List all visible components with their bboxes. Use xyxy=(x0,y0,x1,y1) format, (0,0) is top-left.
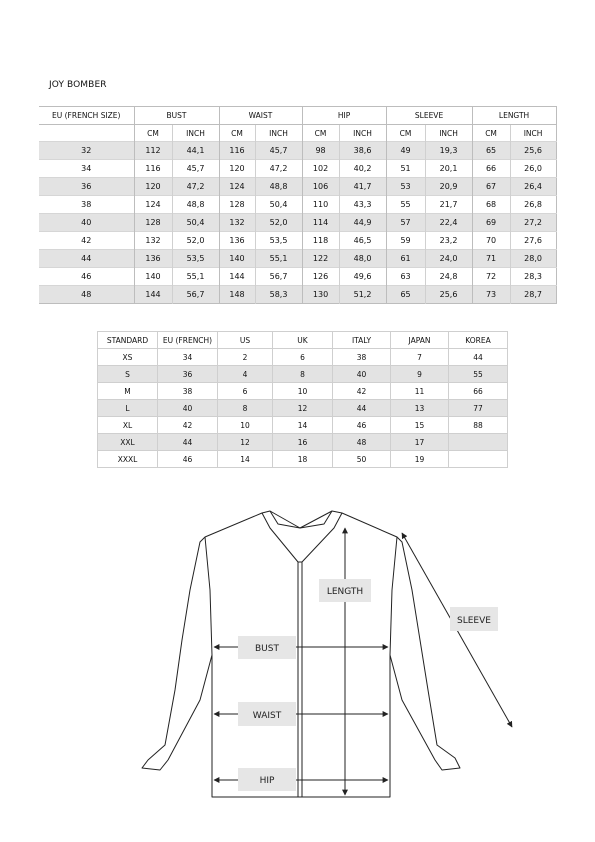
measurement-cell: 122 xyxy=(302,250,339,268)
measurement-cell: 53 xyxy=(386,178,425,196)
measurement-cell: 28,0 xyxy=(510,250,556,268)
table-row xyxy=(39,268,556,286)
measurement-cell: 65 xyxy=(472,142,510,160)
measurement-cell: 61 xyxy=(386,250,425,268)
conversion-cell xyxy=(449,451,508,468)
measurement-cell: 144 xyxy=(134,286,172,304)
conversion-cell: 4 xyxy=(218,366,273,383)
measurement-cell: 59 xyxy=(386,232,425,250)
column-header: EU (FRENCH) xyxy=(158,332,218,349)
measurement-cell: 124 xyxy=(134,196,172,214)
measurement-cell: 22,4 xyxy=(425,214,472,232)
conversion-cell: 12 xyxy=(218,434,273,451)
conversion-cell: 55 xyxy=(449,366,508,383)
standard-size-cell: S xyxy=(98,366,158,383)
table-row xyxy=(98,451,508,468)
measurement-cell: 25,6 xyxy=(425,286,472,304)
measurement-cell: 55,1 xyxy=(255,250,302,268)
size-cell: 42 xyxy=(39,232,134,250)
product-title: JOY BOMBER xyxy=(49,80,107,90)
waist-label: WAIST xyxy=(252,711,282,721)
group-header-hip: HIP xyxy=(302,107,386,125)
conversion-cell: 12 xyxy=(273,400,333,417)
measurement-cell: 71 xyxy=(472,250,510,268)
measurement-cell: 49 xyxy=(386,142,425,160)
conversion-cell: 48 xyxy=(333,434,391,451)
conversion-cell: 38 xyxy=(158,383,218,400)
measurement-cell: 58,3 xyxy=(255,286,302,304)
table-row xyxy=(98,400,508,417)
measurement-cell: 106 xyxy=(302,178,339,196)
measurement-cell: 118 xyxy=(302,232,339,250)
unit-header-inch: INCH xyxy=(510,125,556,142)
conversion-cell: 19 xyxy=(391,451,449,468)
conversion-cell: 14 xyxy=(218,451,273,468)
measurement-cell: 46,5 xyxy=(339,232,386,250)
unit-header-inch: INCH xyxy=(339,125,386,142)
table-row xyxy=(39,196,556,214)
conversion-cell: 18 xyxy=(273,451,333,468)
measurement-cell: 56,7 xyxy=(255,268,302,286)
conversion-cell: 77 xyxy=(449,400,508,417)
measurement-cell: 124 xyxy=(219,178,255,196)
measurement-cell: 69 xyxy=(472,214,510,232)
conversion-cell: 36 xyxy=(158,366,218,383)
measurement-cell: 112 xyxy=(134,142,172,160)
group-header-bust: BUST xyxy=(134,107,219,125)
measurement-cell: 136 xyxy=(219,232,255,250)
table-row xyxy=(98,349,508,366)
conversion-cell: 34 xyxy=(158,349,218,366)
conversion-cell: 11 xyxy=(391,383,449,400)
collar-outline xyxy=(262,511,342,562)
measurement-cell: 73 xyxy=(472,286,510,304)
measurement-cell: 53,5 xyxy=(172,250,219,268)
measurement-cell: 23,2 xyxy=(425,232,472,250)
measurement-cell: 68 xyxy=(472,196,510,214)
measurement-cell: 116 xyxy=(134,160,172,178)
measurement-cell: 45,7 xyxy=(172,160,219,178)
measurement-cell: 52,0 xyxy=(255,214,302,232)
measurement-cell: 63 xyxy=(386,268,425,286)
conversion-cell: 50 xyxy=(333,451,391,468)
measurement-cell: 44,9 xyxy=(339,214,386,232)
measurement-cell: 53,5 xyxy=(255,232,302,250)
size-column-header: EU (FRENCH SIZE) xyxy=(39,107,134,125)
measurement-cell: 47,2 xyxy=(255,160,302,178)
measurement-cell: 110 xyxy=(302,196,339,214)
group-header-waist: WAIST xyxy=(219,107,302,125)
column-header: US xyxy=(218,332,273,349)
conversion-cell: 14 xyxy=(273,417,333,434)
measurement-cell: 24,8 xyxy=(425,268,472,286)
measurement-cell: 41,7 xyxy=(339,178,386,196)
unit-header-blank xyxy=(39,125,134,142)
measurement-cell: 50,4 xyxy=(172,214,219,232)
conversion-cell: 42 xyxy=(158,417,218,434)
measurement-cell: 67 xyxy=(472,178,510,196)
measurement-cell: 120 xyxy=(219,160,255,178)
measurement-cell: 114 xyxy=(302,214,339,232)
measurement-cell: 66 xyxy=(472,160,510,178)
measurement-cell: 50,4 xyxy=(255,196,302,214)
measurement-cell: 98 xyxy=(302,142,339,160)
conversion-cell: 10 xyxy=(218,417,273,434)
table-row xyxy=(98,417,508,434)
measurement-cell: 52,0 xyxy=(172,232,219,250)
size-cell: 38 xyxy=(39,196,134,214)
conversion-cell: 42 xyxy=(333,383,391,400)
measurement-cell: 27,6 xyxy=(510,232,556,250)
conversion-cell: 46 xyxy=(333,417,391,434)
conversion-cell: 44 xyxy=(158,434,218,451)
standard-size-cell: XS xyxy=(98,349,158,366)
standard-size-cell: XL xyxy=(98,417,158,434)
measurement-cell: 55 xyxy=(386,196,425,214)
size-cell: 40 xyxy=(39,214,134,232)
table-row xyxy=(39,232,556,250)
measurement-cell: 140 xyxy=(219,250,255,268)
conversion-cell: 16 xyxy=(273,434,333,451)
column-header: JAPAN xyxy=(391,332,449,349)
unit-header-cm: CM xyxy=(302,125,339,142)
measurement-cell: 72 xyxy=(472,268,510,286)
conversion-cell: 17 xyxy=(391,434,449,451)
measurement-cell: 38,6 xyxy=(339,142,386,160)
table-row xyxy=(39,286,556,304)
conversion-cell: 7 xyxy=(391,349,449,366)
conversion-cell: 38 xyxy=(333,349,391,366)
measurement-cell: 128 xyxy=(134,214,172,232)
table-row xyxy=(39,178,556,196)
measurement-cell: 44,1 xyxy=(172,142,219,160)
right-sleeve-seam xyxy=(390,537,397,655)
measurement-cell: 55,1 xyxy=(172,268,219,286)
unit-header-cm: CM xyxy=(386,125,425,142)
unit-header-inch: INCH xyxy=(172,125,219,142)
measurement-cell: 20,1 xyxy=(425,160,472,178)
bust-label: BUST xyxy=(255,644,279,654)
measurement-cell: 47,2 xyxy=(172,178,219,196)
length-label: LENGTH xyxy=(326,587,364,597)
jacket-outline xyxy=(142,513,460,797)
measurement-cell: 48,8 xyxy=(172,196,219,214)
table-row xyxy=(39,160,556,178)
conversion-cell: 13 xyxy=(391,400,449,417)
standard-size-cell: XXL xyxy=(98,434,158,451)
garment-measurement-diagram xyxy=(0,500,595,820)
measurement-cell: 65 xyxy=(386,286,425,304)
measurement-cell: 49,6 xyxy=(339,268,386,286)
hip-label: HIP xyxy=(259,776,275,786)
measurement-cell: 57 xyxy=(386,214,425,232)
unit-header-cm: CM xyxy=(134,125,172,142)
column-header: UK xyxy=(273,332,333,349)
measurement-cell: 130 xyxy=(302,286,339,304)
table-row xyxy=(39,142,556,160)
measurement-cell: 21,7 xyxy=(425,196,472,214)
measurement-cell: 20,9 xyxy=(425,178,472,196)
measurement-cell: 116 xyxy=(219,142,255,160)
measurement-cell: 51,2 xyxy=(339,286,386,304)
measurement-cell: 128 xyxy=(219,196,255,214)
unit-header-inch: INCH xyxy=(255,125,302,142)
measurement-cell: 26,4 xyxy=(510,178,556,196)
conversion-cell: 46 xyxy=(158,451,218,468)
measurement-cell: 27,2 xyxy=(510,214,556,232)
measurement-cell: 45,7 xyxy=(255,142,302,160)
unit-header-inch: INCH xyxy=(425,125,472,142)
conversion-cell: 44 xyxy=(333,400,391,417)
conversion-cell: 8 xyxy=(218,400,273,417)
unit-header-cm: CM xyxy=(472,125,510,142)
column-header: ITALY xyxy=(333,332,391,349)
standard-size-cell: L xyxy=(98,400,158,417)
standard-size-cell: M xyxy=(98,383,158,400)
measurement-cell: 51 xyxy=(386,160,425,178)
column-header: KOREA xyxy=(449,332,508,349)
table-row xyxy=(98,366,508,383)
measurement-cell: 144 xyxy=(219,268,255,286)
measurement-cell: 26,0 xyxy=(510,160,556,178)
measurement-table xyxy=(39,106,557,304)
table-row xyxy=(39,250,556,268)
conversion-cell: 15 xyxy=(391,417,449,434)
size-cell: 32 xyxy=(39,142,134,160)
measurement-cell: 102 xyxy=(302,160,339,178)
conversion-cell: 40 xyxy=(158,400,218,417)
collar-inner xyxy=(270,511,332,528)
table-row xyxy=(39,214,556,232)
measurement-cell: 56,7 xyxy=(172,286,219,304)
measurement-cell: 126 xyxy=(302,268,339,286)
measurement-cell: 48,0 xyxy=(339,250,386,268)
table-row xyxy=(98,434,508,451)
measurement-cell: 19,3 xyxy=(425,142,472,160)
left-sleeve-seam xyxy=(205,537,212,655)
conversion-cell: 9 xyxy=(391,366,449,383)
measurement-cell: 24,0 xyxy=(425,250,472,268)
conversion-cell: 2 xyxy=(218,349,273,366)
measurement-cell: 40,2 xyxy=(339,160,386,178)
conversion-cell: 44 xyxy=(449,349,508,366)
measurement-cell: 26,8 xyxy=(510,196,556,214)
unit-header-cm: CM xyxy=(219,125,255,142)
measurement-cell: 28,3 xyxy=(510,268,556,286)
conversion-cell: 40 xyxy=(333,366,391,383)
conversion-cell: 66 xyxy=(449,383,508,400)
measurement-cell: 140 xyxy=(134,268,172,286)
conversion-cell: 8 xyxy=(273,366,333,383)
measurement-cell: 148 xyxy=(219,286,255,304)
size-conversion-table xyxy=(97,331,508,468)
conversion-cell: 6 xyxy=(218,383,273,400)
size-cell: 34 xyxy=(39,160,134,178)
size-cell: 46 xyxy=(39,268,134,286)
measurement-cell: 132 xyxy=(134,232,172,250)
column-header: STANDARD xyxy=(98,332,158,349)
measurement-cell: 132 xyxy=(219,214,255,232)
measurement-cell: 136 xyxy=(134,250,172,268)
table-header-row xyxy=(98,332,508,349)
table-row xyxy=(98,383,508,400)
measurement-cell: 120 xyxy=(134,178,172,196)
conversion-cell: 6 xyxy=(273,349,333,366)
measurement-cell: 28,7 xyxy=(510,286,556,304)
sleeve-label: SLEEVE xyxy=(457,616,491,626)
conversion-cell xyxy=(449,434,508,451)
measurement-cell: 48,8 xyxy=(255,178,302,196)
size-cell: 36 xyxy=(39,178,134,196)
measurement-cell: 25,6 xyxy=(510,142,556,160)
standard-size-cell: XXXL xyxy=(98,451,158,468)
size-cell: 48 xyxy=(39,286,134,304)
group-header-sleeve: SLEEVE xyxy=(386,107,472,125)
conversion-cell: 88 xyxy=(449,417,508,434)
measurement-cell: 70 xyxy=(472,232,510,250)
conversion-cell: 10 xyxy=(273,383,333,400)
group-header-length: LENGTH xyxy=(472,107,556,125)
size-cell: 44 xyxy=(39,250,134,268)
measurement-cell: 43,3 xyxy=(339,196,386,214)
